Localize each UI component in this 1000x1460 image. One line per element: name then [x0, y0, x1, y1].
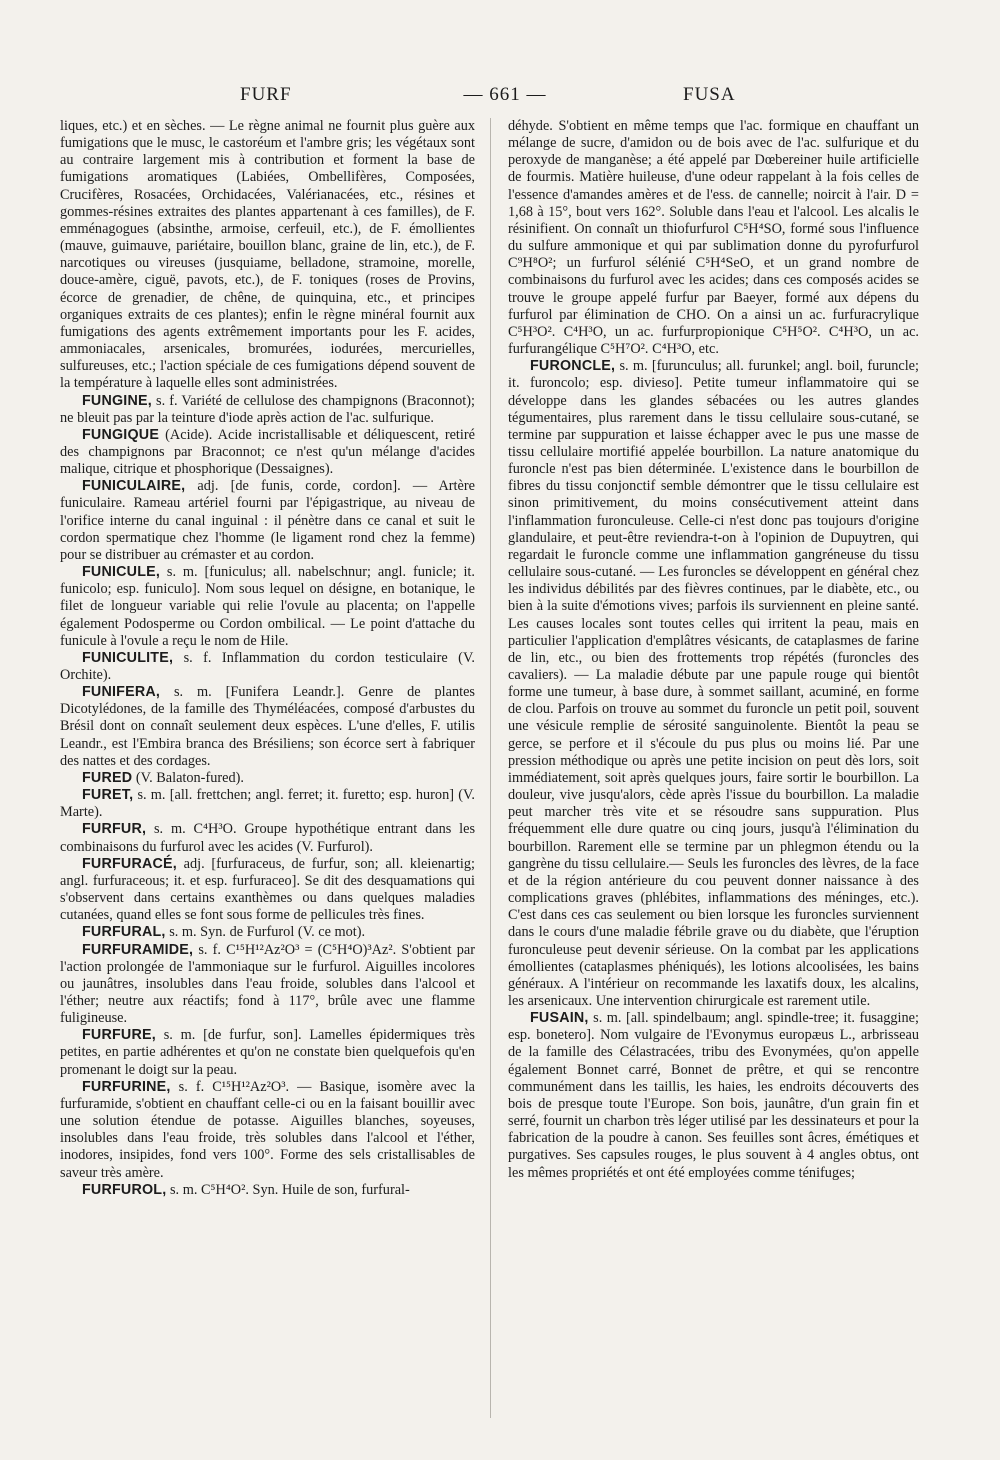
entry-headword: FURFUROL,: [82, 1181, 167, 1198]
entry-headword: FURFURAMIDE,: [82, 941, 194, 958]
entry-headword: FUNICULITE,: [82, 649, 174, 666]
entry-headword: FURFURE,: [82, 1027, 156, 1044]
entry-text: (Acide). Acide incristallisable et déliquescent, retiré des champignons par Braconnot; ce n'est qu'un mélange d'acides malique, citrique et phosphorique (Dessaignes).: [60, 426, 475, 478]
entry-headword: FURFURACÉ,: [82, 855, 177, 872]
header-left-guideword: FURF: [240, 84, 292, 105]
entry-text: s. m. [Funifera Leandr.]. Genre de plantes Dicotylédones, de la famille des Thyméléacées, composé d'arbustes du Brésil dont on connaît seulement deux espèces. L'une d'elles, F. utilis Leandr., est l'Embira branca des Brésiliens; son écorce sert à fabriquer des nattes et des cordages.: [60, 684, 475, 769]
entry-text: s. m. [all. spindelbaum; angl. spindle-tree; it. fusaggine; esp. bonetero]. Nom vulgaire de l'Evonymus europæus L., arbrisseau de la famille des Célastracées, tribu des Evonymées, qu'on appelle également Bonnet carré, Bonnet de prêtre, et qui se rencontre communément dans les taillis, les haies, les endroits découverts des bois de presque toute l'Europe. Son bois, jaunâtre, d'un grain fin et serré, fournit un charbon très léger utilisé par les dessinateurs et pour la fabrication de la poudre à canon. Ses feuilles sont âcres, émétiques et purgatives. Ses capsules rouges, le plus souvent à 4 angles obtus, ont les mêmes propriétés et ont été employées comme ténifuges;: [508, 1010, 919, 1181]
entry-headword: FURFUR,: [82, 821, 147, 838]
entry-headword: FURONCLE,: [530, 358, 616, 375]
entry-text: s. f. Inflammation du cordon testiculaire (V. Orchite).: [60, 649, 475, 683]
entry-text: adj. [furfuraceus, de furfur, son; all. kleienartig; angl. furfuraceous; it. et esp. furfuraceo]. Se dit des desquamations qui s'observent dans certains exanthèmes ou dans quelques maladies cutanées, quand elles se font sous forme de pellicules très fines.: [60, 855, 475, 924]
entry-headword: FURED: [82, 769, 133, 786]
entry-paragraph: [60, 650, 475, 684]
page-number: — 661 —: [463, 84, 547, 105]
entry-headword: FUSAIN,: [530, 1010, 589, 1027]
entry-headword: FUNGINE,: [82, 392, 152, 409]
entry-text: s. m. [all. frettchen; angl. ferret; it. furetto; esp. huron] (V. Marte).: [60, 787, 475, 821]
entry-text: déhyde. S'obtient en même temps que l'ac. formique en chauffant un mélange de sucre, d'amidon ou de bois avec de l'ac. sulfurique et du peroxyde de manganèse; a été appelé par Dœbereiner huile artificielle de fourmis. Matière huileuse, d'une odeur rappelant à la fois celles de l'essence d'amandes amères et de l'ess. de cannelle; noircit à l'air. D = 1,68 à 15°, bout vers 162°. Soluble dans l'eau et l'alcool. Les alcalis le résinifient. On connaît un thiofurfurol C⁵H⁴SO, formé sous l'influence du sulfure ammonique et qui par sublimation donne du pyrofurfurol C⁹H⁸O²; un furfurol sélénié C⁵H⁴SeO, et un grand nombre de combinaisons du furfurol avec les acides; dans ces composés acides se trouve le groupe appelé furfur par Baeyer, formé aux dépens du furfurol par élimination de CHO. On a ainsi un ac. furfuracrylique C⁵H³O². C⁴H³O, un ac. furfurpropionique C⁵H⁵O². C⁴H³O, un ac. furfurangélique C⁵H⁷O². C⁴H³O, etc.: [508, 118, 919, 358]
running-header: [60, 84, 940, 110]
entry-paragraph: [60, 393, 475, 427]
entry-paragraph: [60, 427, 475, 478]
entry-paragraph: [508, 118, 919, 358]
entry-headword: FUNICULAIRE,: [82, 478, 186, 495]
entry-text: liques, etc.) et en sèches. — Le règne animal ne fournit plus guère aux fumigations que le musc, le castoréum et l'ambre gris; les végétaux sont au contraire largement mis à contribution et forment la base de fumigations aromatiques (Labiées, Ombellifères, Composées, Crucifères, Rosacées, Orchidacées, Valérianacées, etc., résines et gommes-résines extraites des plantes appartenant à ces familles), de F. emménagogues (absinthe, armoise, cerfeuil, etc.), de F. émollientes (mauve, guimauve, pariétaire, bouillon blanc, graine de lin, etc.), de F. narcotiques ou vireuses (jusquiame, belladone, stramoine, morelle, douce-amère, ciguë, pavots, etc.), de F. toniques (roses de Provins, écorce de grenadier, de chêne, de quinquina, etc., et principes organiques extraits de ces plantes); enfin le règne minéral fournit aux fumigations des agents extrêmement importants pour les F. acides, ammoniacales, arsenicales, bromurées, iodurées, mercurielles, sulfureuses, etc.; l'action spéciale de ces fumigations dépend souvent de la température à laquelle elles sont administrées.: [60, 118, 475, 392]
entry-text: s. m. C⁴H³O. Groupe hypothétique entrant dans les combinaisons du furfurol avec les acides (V. Furfurol).: [60, 821, 475, 855]
entry-paragraph: [508, 1010, 919, 1182]
entry-paragraph: [60, 856, 475, 925]
entry-paragraph: [60, 478, 475, 564]
entry-headword: FURET,: [82, 787, 134, 804]
entry-paragraph: [60, 564, 475, 650]
entry-paragraph: [60, 118, 475, 393]
entry-headword: FURFURAL,: [82, 924, 166, 941]
entry-text: s. f. C¹⁵H¹²Az²O³ = (C⁵H⁴O)³Az². S'obtient par l'action prolongée de l'ammoniaque sur le furfurol. Aiguilles incolores ou jaunâtres, insolubles dans l'eau froide, solubles dans l'alcool et l'éther; neutre aux réactifs; fond à 117°, brûle avec une flamme fuligineuse.: [60, 941, 475, 1027]
entry-text: s. m. Syn. de Furfurol (V. ce mot).: [169, 924, 366, 941]
entry-text: s. m. C⁵H⁴O². Syn. Huile de son, furfural-: [169, 1181, 410, 1198]
entry-text: (V. Balaton-fured).: [135, 769, 244, 786]
entry-text: s. m. [funiculus; all. nabelschnur; angl. funicle; it. funicolo; esp. funiculo]. Nom sous lequel on désigne, en botanique, le filet de longueur variable qui relie l'ovule au placenta; on l'appelle également Podosperme ou Cordon ombilical. — Le point d'attache du funicule à l'ovule a reçu le nom de Hile.: [60, 564, 475, 649]
entry-headword: FUNGIQUE: [82, 426, 160, 443]
entry-paragraph: [60, 1027, 475, 1078]
entry-paragraph: [60, 942, 475, 1028]
entry-paragraph: [60, 770, 475, 787]
entry-text: s. f. C¹⁵H¹²Az²O³. — Basique, isomère avec la furfuramide, s'obtient en chauffant celle-ci ou en la faisant bouillir avec une solution étendue de potasse. Aiguilles blanches, soyeuses, insolubles dans l'eau froide, très solubles dans l'alcool et l'éther, inodores, insipides, fond vers 100°. Forme des sels cristallisables de saveur très amère.: [60, 1078, 475, 1181]
entry-paragraph: [508, 358, 919, 1010]
entry-paragraph: [60, 821, 475, 855]
entry-text: s. m. [de furfur, son]. Lamelles épidermiques très petites, en partie adhérentes et qu'on ne constate bien quelquefois qu'en promenant le doigt sur la peau.: [60, 1027, 475, 1078]
column-divider: [490, 118, 491, 1418]
left-column: [60, 118, 475, 1418]
entry-headword: FURFURINE,: [82, 1078, 171, 1095]
entry-paragraph: [60, 684, 475, 770]
entry-text: s. f. Variété de cellulose des champignons (Braconnot); ne bleuit pas par la teinture d'iode après action de l'ac. sulfurique.: [60, 392, 475, 426]
entry-headword: FUNIFERA,: [82, 684, 161, 701]
entry-paragraph: [60, 1079, 475, 1182]
right-column: [508, 118, 919, 1418]
entry-paragraph: [60, 924, 475, 941]
entry-paragraph: [60, 787, 475, 821]
entry-paragraph: [60, 1182, 475, 1199]
entry-headword: FUNICULE,: [82, 564, 161, 581]
entry-text: adj. [de funis, corde, cordon]. — Artère funiculaire. Rameau artériel fourni par l'épigastrique, au niveau de l'orifice interne du canal inguinal : il pénètre dans ce canal et suit le cordon spermatique chez l'homme (le ligament rond chez la femme) pour se distribuer au crémaster et au cordon.: [60, 478, 475, 563]
entry-text: s. m. [furunculus; all. furunkel; angl. boil, furuncle; it. furoncolo; esp. divieso]. Petite tumeur inflammatoire qui se développe dans les glandes sébacées ou les autres glandes tégumentaires, plus rarement dans le tissu cellulaire sous-cutané, se termine par suppuration et laisse échapper avec le pus une masse de tissu cellulaire mortifié appelée bourbillon. La nature anatomique du furoncle n'est pas bien déterminée. L'existence dans le bourbillon de fibres du tissu conjonctif semble démontrer que le tissu cellulaire est sinon primitivement, du moins consécutivement atteint dans l'inflammation furonculeuse. Celle-ci n'est donc pas toujours d'origine glandulaire, et peut-être reviendra-t-on à l'opinion de Dupuytren, qui regardait le furoncle comme une inflammation gangréneuse du tissu cellulaire sous-cutané. — Les furoncles se développent en général chez les individus débilités par des fièvres continues, par le diabète, etc., ou bien à la suite d'émotions vives; parfois ils surviennent en pleine santé. Les causes locales sont toutes celles qui irritent la peau, mais en particulier l'application d'emplâtres vésicants, de cataplasmes de farine de lin, etc., ou bien des frottements trop répétés (furoncles des cavaliers). — La maladie débute par une papule rouge qui bientôt forme une tumeur, à base dure, à sommet saillant, acuminé, en forme de clou. Parfois on trouve au sommet du furoncle un petit poil, souvent une vésicule remplie de sérosité sanguinolente. Bientôt la peau se gerce, se perfore et il s'écoule du pus plus ou moins lié. Par une pression méthodique ou après une petite incision on peut dès lors, soit immédiatement, soit après quelques jours, faire sortir le bourbillon. La douleur, vive jusqu'alors, cède après l'issue du bourbillon. La maladie peut marcher très vite et se résoudre sans suppuration. Plus fréquemment elle dure quatre ou cinq jours, jusqu'à l'élimination du bourbillon. Rarement elle se termine par un phlegmon étendu ou la gangrène du tissu cellulaire.— Seuls les furoncles des lèvres, de la face et de la région antérieure du cou peuvent donner naissance à des complications graves (phlébites, inflammations des méninges, etc.). C'est dans ces cas seulement ou bien lorsque les furoncles surviennent dans le cours d'une maladie fébrile grave ou du diabète, que l'éruption furonculeuse peut devenir sérieuse. On la combat par les applications émollientes (cataplasmes phéniqués), les lotions alcoolisées, les bains généraux. A l'intérieur on recommande les laxatifs doux, les alcalins, les arsenicaux. Une intervention chirurgicale est rarement utile.: [508, 358, 919, 1009]
header-right-guideword: FUSA: [683, 84, 736, 105]
